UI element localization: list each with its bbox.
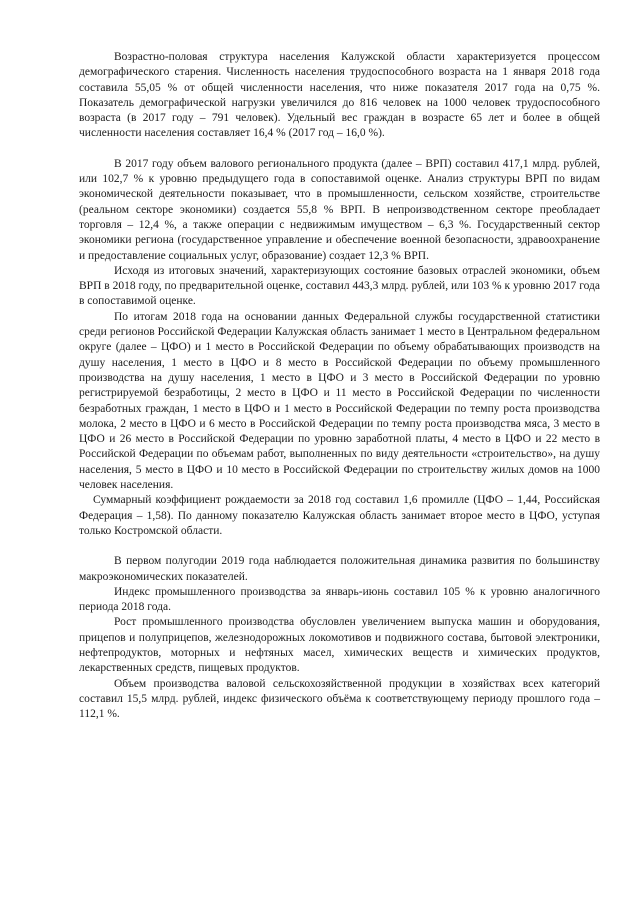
paragraph-industrial-index: Индекс промышленного производства за январь-июнь составил 105 % к уровню аналогичного периода 2018 года. <box>79 585 600 614</box>
paragraph-rankings-2018: По итогам 2018 года на основании данных Федеральной службы государственной статистики среди регионов Российской Федерации Калужская область занимает 1 место в Центральном федеральном округе (далее – ЦФО) и 1 место в Российской Федерации по объему обрабатывающих производств на душу населения, 1 место в ЦФО и 8 место в Российской Федерации по объему промышленного производства на душу населения, 1 место в ЦФО и 3 место в Российской Федерации по уровню регистрируемой безработицы, 2 место в ЦФО и 11 место в Российской Федерации по численности безработных граждан, 1 место в ЦФО и 1 место в Российской Федерации по темпу роста производства молока, 2 место в ЦФО и 6 место в Российской Федерации по темпу роста производства мяса, 3 место в ЦФО и 26 место в Российской Федерации по уровню заработной платы, 4 место в ЦФО и 22 место в Российской Федерации по объемам работ, выполненных по виду деятельности «строительство», на душу населения, 5 место в ЦФО и 10 место в Российской Федерации по строительству жилых домов на 1000 человек населения. <box>79 310 600 492</box>
paragraph-grp-2017: В 2017 году объем валового регионального продукта (далее – ВРП) составил 417,1 млрд. рублей, или 102,7 % к уровню предыдущего года в сопоставимой оценке. Анализ структуры ВРП по видам экономической деятельности показывает, что в промышленности, сельском хозяйстве, строительстве (реальном секторе экономики) создается 55,8 % ВРП. В непроизводственном секторе преобладает торговля – 12,4 %, а также операции с недвижимым имуществом – 6,3 %. Государственный сектор экономики региона (государственное управление и обеспечение военной безопасности, здравоохранение и предоставление социальных услуг, образование) создает 12,3 % ВРП. <box>79 157 600 262</box>
paragraph-grp-2018: Исходя из итоговых значений, характеризующих состояние базовых отраслей экономики, объем ВРП в 2018 году, по предварительной оценке, составил 443,3 млрд. рублей, или 103 % к уровню 2017 года в сопоставимой оценке. <box>79 264 600 308</box>
paragraph-birth-rate: Суммарный коэффициент рождаемости за 2018 год составил 1,6 промилле (ЦФО – 1,44, Российская Федерация – 1,58). По данному показателю Калужская область занимает второе место в ЦФО, уступая только Костромской области. <box>79 494 600 537</box>
paragraph-first-half-2019: В первом полугодии 2019 года наблюдается положительная динамика развития по большинству макроэкономических показателей. <box>79 555 600 583</box>
document-body <box>79 50 600 722</box>
paragraph-demographics: Возрастно-половая структура населения Калужской области характеризуется процессом демографического старения. Численность населения трудоспособного возраста на 1 января 2018 года составила 55,05 % от общей численности населения, что ниже показателя 2017 года на 0,75 %. Показатель демографической нагрузки увеличился до 816 человек на 1000 человек трудоспособного возраста (в 2017 году – 791 человек). Удельный вес граждан в возрасте 65 лет и более в общей численности населения составляет 16,4 % (2017 год – 16,0 %). <box>79 51 600 140</box>
paragraph-agriculture: Объем производства валовой сельскохозяйственной продукции в хозяйствах всех категорий составил 15,5 млрд. рублей, индекс физического объёма к соответствующему периоду прошлого года – 112,1 %. <box>79 677 600 721</box>
paragraph-industrial-growth: Рост промышленного производства обусловлен увеличением выпуска машин и оборудования, прицепов и полуприцепов, железнодорожных локомотивов и подвижного состава, бытовой электроники, нефтепродуктов, моторных и нефтяных масел, химических веществ и химических продуктов, лекарственных средств, пищевых продуктов. <box>79 616 600 675</box>
